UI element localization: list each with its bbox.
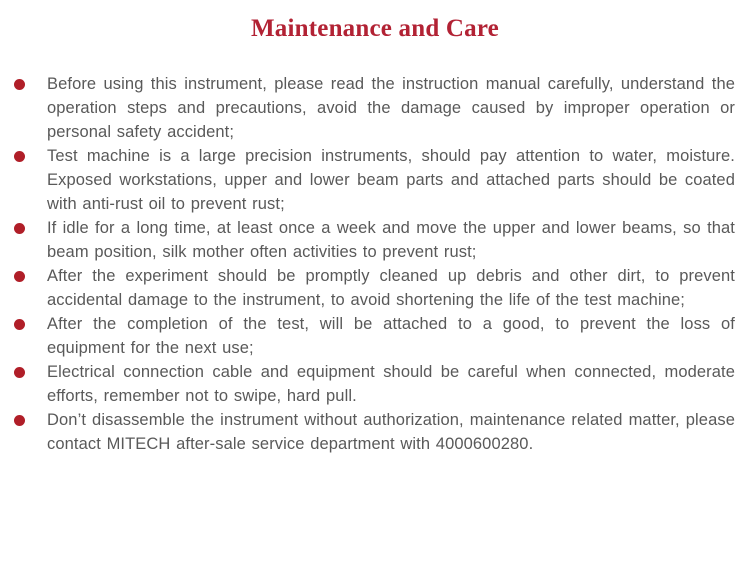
list-item-text: Electrical connection cable and equipment should be careful when connected, moderate efforts, remember not to swipe, hard pull.: [47, 363, 735, 405]
list-item: [0, 264, 735, 312]
list-item: [0, 312, 735, 360]
bullet-icon: [14, 367, 25, 378]
list-item-text: After the experiment should be promptly cleaned up debris and other dirt, to prevent accidental damage to the instrument, to avoid shortening the life of the test machine;: [47, 267, 735, 309]
list-item: [0, 408, 735, 456]
list-item-text: Test machine is a large precision instruments, should pay attention to water, moisture. Exposed workstations, upper and lower beam parts and attached parts should be coated with anti-rust oil to prevent rust;: [47, 147, 735, 213]
list-item: [0, 360, 735, 408]
list-item-text: If idle for a long time, at least once a week and move the upper and lower beams, so that beam position, silk mother often activities to prevent rust;: [47, 219, 735, 261]
list-item: [0, 72, 735, 144]
bullet-icon: [14, 271, 25, 282]
document-page: [0, 14, 750, 579]
bullet-icon: [14, 415, 25, 426]
list-item-text: Don’t disassemble the instrument without authorization, maintenance related matter, please contact MITECH after-sale service department with 4000600280.: [47, 411, 735, 453]
list-item: [0, 216, 735, 264]
list-item-text: Before using this instrument, please read the instruction manual carefully, understand the operation steps and precautions, avoid the damage caused by improper operation or personal safety accident;: [47, 75, 735, 141]
bullet-icon: [14, 223, 25, 234]
bullet-icon: [14, 319, 25, 330]
list-item: [0, 144, 735, 216]
maintenance-list: [0, 72, 750, 456]
page-title: Maintenance and Care: [251, 15, 499, 42]
bullet-icon: [14, 79, 25, 90]
list-item-text: After the completion of the test, will be attached to a good, to prevent the loss of equipment for the next use;: [47, 315, 735, 357]
bullet-icon: [14, 151, 25, 162]
